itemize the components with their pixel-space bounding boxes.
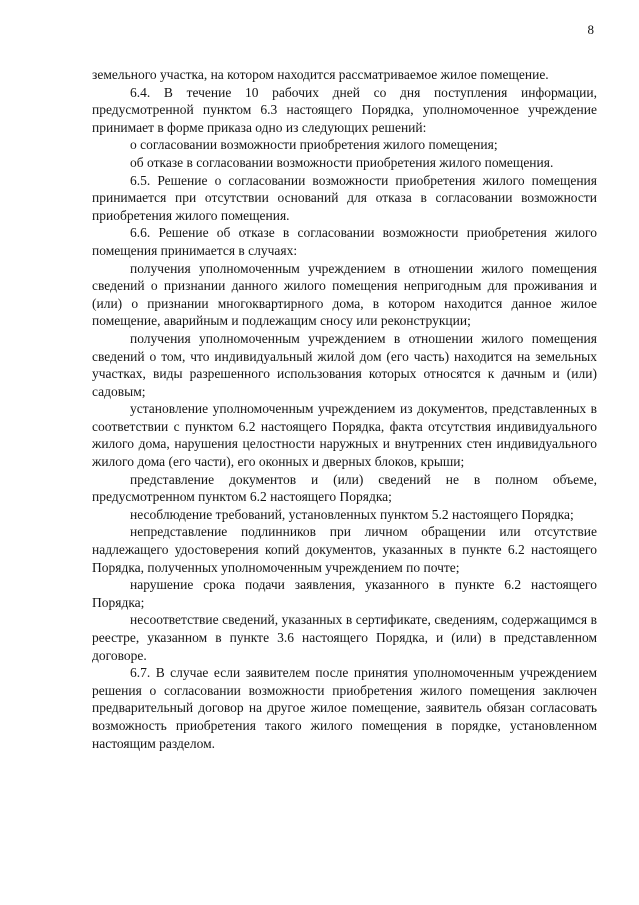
refusal-case-7: нарушение срока подачи заявления, указанного в пункте 6.2 настоящего Порядка; [92,577,597,610]
refusal-case-1: получения уполномоченным учреждением в отношении жилого помещения сведений о признании данного жилого помещения непригодным для проживания и (или) о признании многоквартирного дома, в котором находится данное жилое помещение, аварийным и подлежащим сносу или реконструкции; [92,260,597,329]
refusal-case-6: непредставление подлинников при личном обращении или отсутствие надлежащего удостоверения копий документов, указанных в пункте 6.2 настоящего Порядка, полученных уполномоченным учреждением по почте; [92,524,597,575]
decision-option-approve: о согласовании возможности приобретения жилого помещения; [130,137,498,153]
paragraph-6-6: 6.6. Решение об отказе в согласовании возможности приобретения жилого помещения принимается в случаях: [92,225,597,258]
document-body [92,66,597,752]
decision-option-refuse: об отказе в согласовании возможности приобретения жилого помещения. [130,154,554,170]
paragraph-6-4: 6.4. В течение 10 рабочих дней со дня поступления информации, предусмотренной пунктом 6.3 настоящего Порядка, уполномоченное учреждение принимает в форме приказа одно из следующих решений: [92,84,597,135]
refusal-case-8: несоответствие сведений, указанных в сертификате, сведениям, содержащимся в реестре, указанном в пункте 3.6 настоящего Порядка, и (или) в представленном договоре. [92,612,597,663]
page-number: 8 [587,22,594,37]
refusal-case-5: несоблюдение требований, установленных пунктом 5.2 настоящего Порядка; [130,506,574,522]
paragraph-6-7: 6.7. В случае если заявителем после принятия уполномоченным учреждением решения о согласовании возможности приобретения жилого помещения заключен предварительный договор на другое жилое помещение, заявитель обязан согласовать возможность приобретения такого жилого помещения в порядке, установленном настоящим разделом. [92,665,597,751]
refusal-case-3: установление уполномоченным учреждением из документов, представленных в соответствии с пунктом 6.2 настоящего Порядка, факта отсутствия индивидуального жилого дома, нарушения целостности наружных и внутренних стен индивидуального жилого дома (его части), его оконных и дверных блоков, крыши; [92,401,597,470]
paragraph-continuation: земельного участка, на котором находится рассматриваемое жилое помещение. [92,67,549,82]
paragraph-6-5: 6.5. Решение о согласовании возможности приобретения жилого помещения принимается при отсутствии оснований для отказа в согласовании возможности приобретения жилого помещения. [92,172,597,223]
refusal-case-4: представление документов и (или) сведений не в полном объеме, предусмотренном пунктом 6.2 настоящего Порядка; [92,471,597,505]
refusal-case-2: получения уполномоченным учреждением в отношении жилого помещения сведений о том, что индивидуальный жилой дом (его часть) находится на земельных участках, виды разрешенного использования которых относятся к дачным и (или) садовым; [92,330,597,399]
